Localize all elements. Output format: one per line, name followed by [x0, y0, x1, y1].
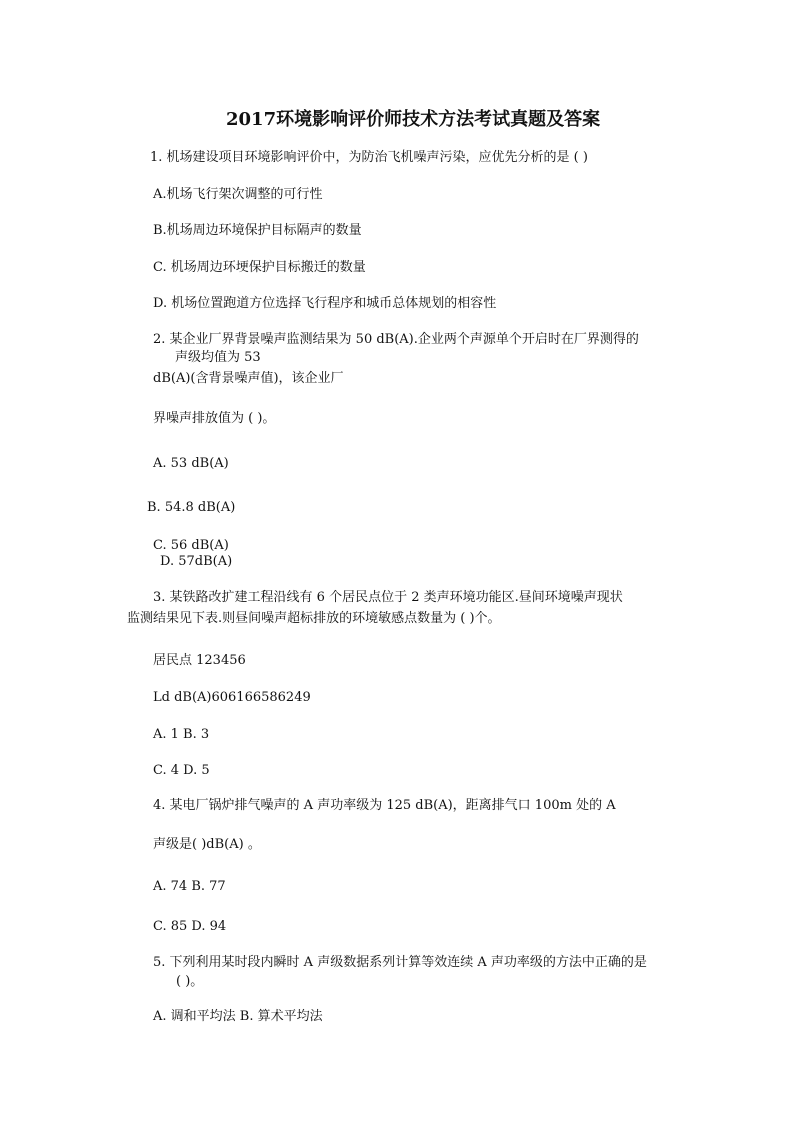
- q2-option-b: B. 54.8 dB(A): [147, 500, 236, 515]
- q4-options-ab: A. 74 B. 77: [153, 879, 226, 894]
- q3-table-values: Ld dB(A)606166586249: [153, 690, 311, 705]
- q3-options-ab: A. 1 B. 3: [153, 727, 210, 742]
- q5-stem-line1: 5. 下列利用某时段内瞬时 A 声级数据系列计算等效连续 A 声功率级的方法中正确的是: [153, 955, 647, 970]
- q3-table-header: 居民点 123456: [153, 653, 246, 668]
- q3-options-cd: C. 4 D. 5: [153, 763, 210, 778]
- q2-option-a: A. 53 dB(A): [153, 456, 229, 471]
- q2-option-c: C. 56 dB(A): [153, 538, 229, 553]
- q2-stem-line2: 声级均值为 53: [175, 350, 261, 365]
- q4-stem-line2: 声级是( )dB(A) 。: [153, 837, 261, 852]
- q1-option-b: B.机场周边环境保护目标隔声的数量: [153, 223, 362, 238]
- q2-stem-line1: 2. 某企业厂界背景噪声监测结果为 50 dB(A).企业两个声源单个开启时在厂界测得的: [153, 332, 639, 347]
- q5-options-ab: A. 调和平均法 B. 算术平均法: [153, 1009, 323, 1024]
- q3-stem-line2: 监测结果见下表.则昼间噪声超标排放的环境敏感点数量为 ( )个。: [127, 611, 501, 626]
- q4-stem-line1: 4. 某电厂锅炉排气噪声的 A 声功率级为 125 dB(A)，距离排气口 100m 处的 A: [153, 798, 616, 813]
- q1-option-d: D. 机场位置跑道方位选择飞行程序和城币总体规划的相容性: [153, 296, 497, 311]
- q1-option-a: A.机场飞行架次调整的可行性: [153, 187, 323, 202]
- q2-stem-line4: 界噪声排放值为 ( )。: [153, 411, 276, 426]
- q2-option-d: D. 57dB(A): [160, 554, 233, 569]
- q1-option-c: C. 机场周边环埂保护目标搬迁的数量: [153, 260, 366, 275]
- q2-stem-line3: dB(A)(含背景噪声值)，该企业厂: [153, 371, 344, 386]
- q4-options-cd: C. 85 D. 94: [153, 919, 227, 934]
- q3-stem-line1: 3. 某铁路改扩建工程沿线有 6 个居民点位于 2 类声环境功能区.昼间环境噪声现状: [153, 590, 623, 605]
- q1-stem: 1. 机场建设项目环境影响评价中，为防治飞机噪声污染，应优先分析的是 ( ): [150, 150, 588, 165]
- q5-stem-line2: ( )。: [176, 974, 204, 989]
- page-title: 2017环境影响评价师技术方法考试真题及答案: [226, 109, 601, 130]
